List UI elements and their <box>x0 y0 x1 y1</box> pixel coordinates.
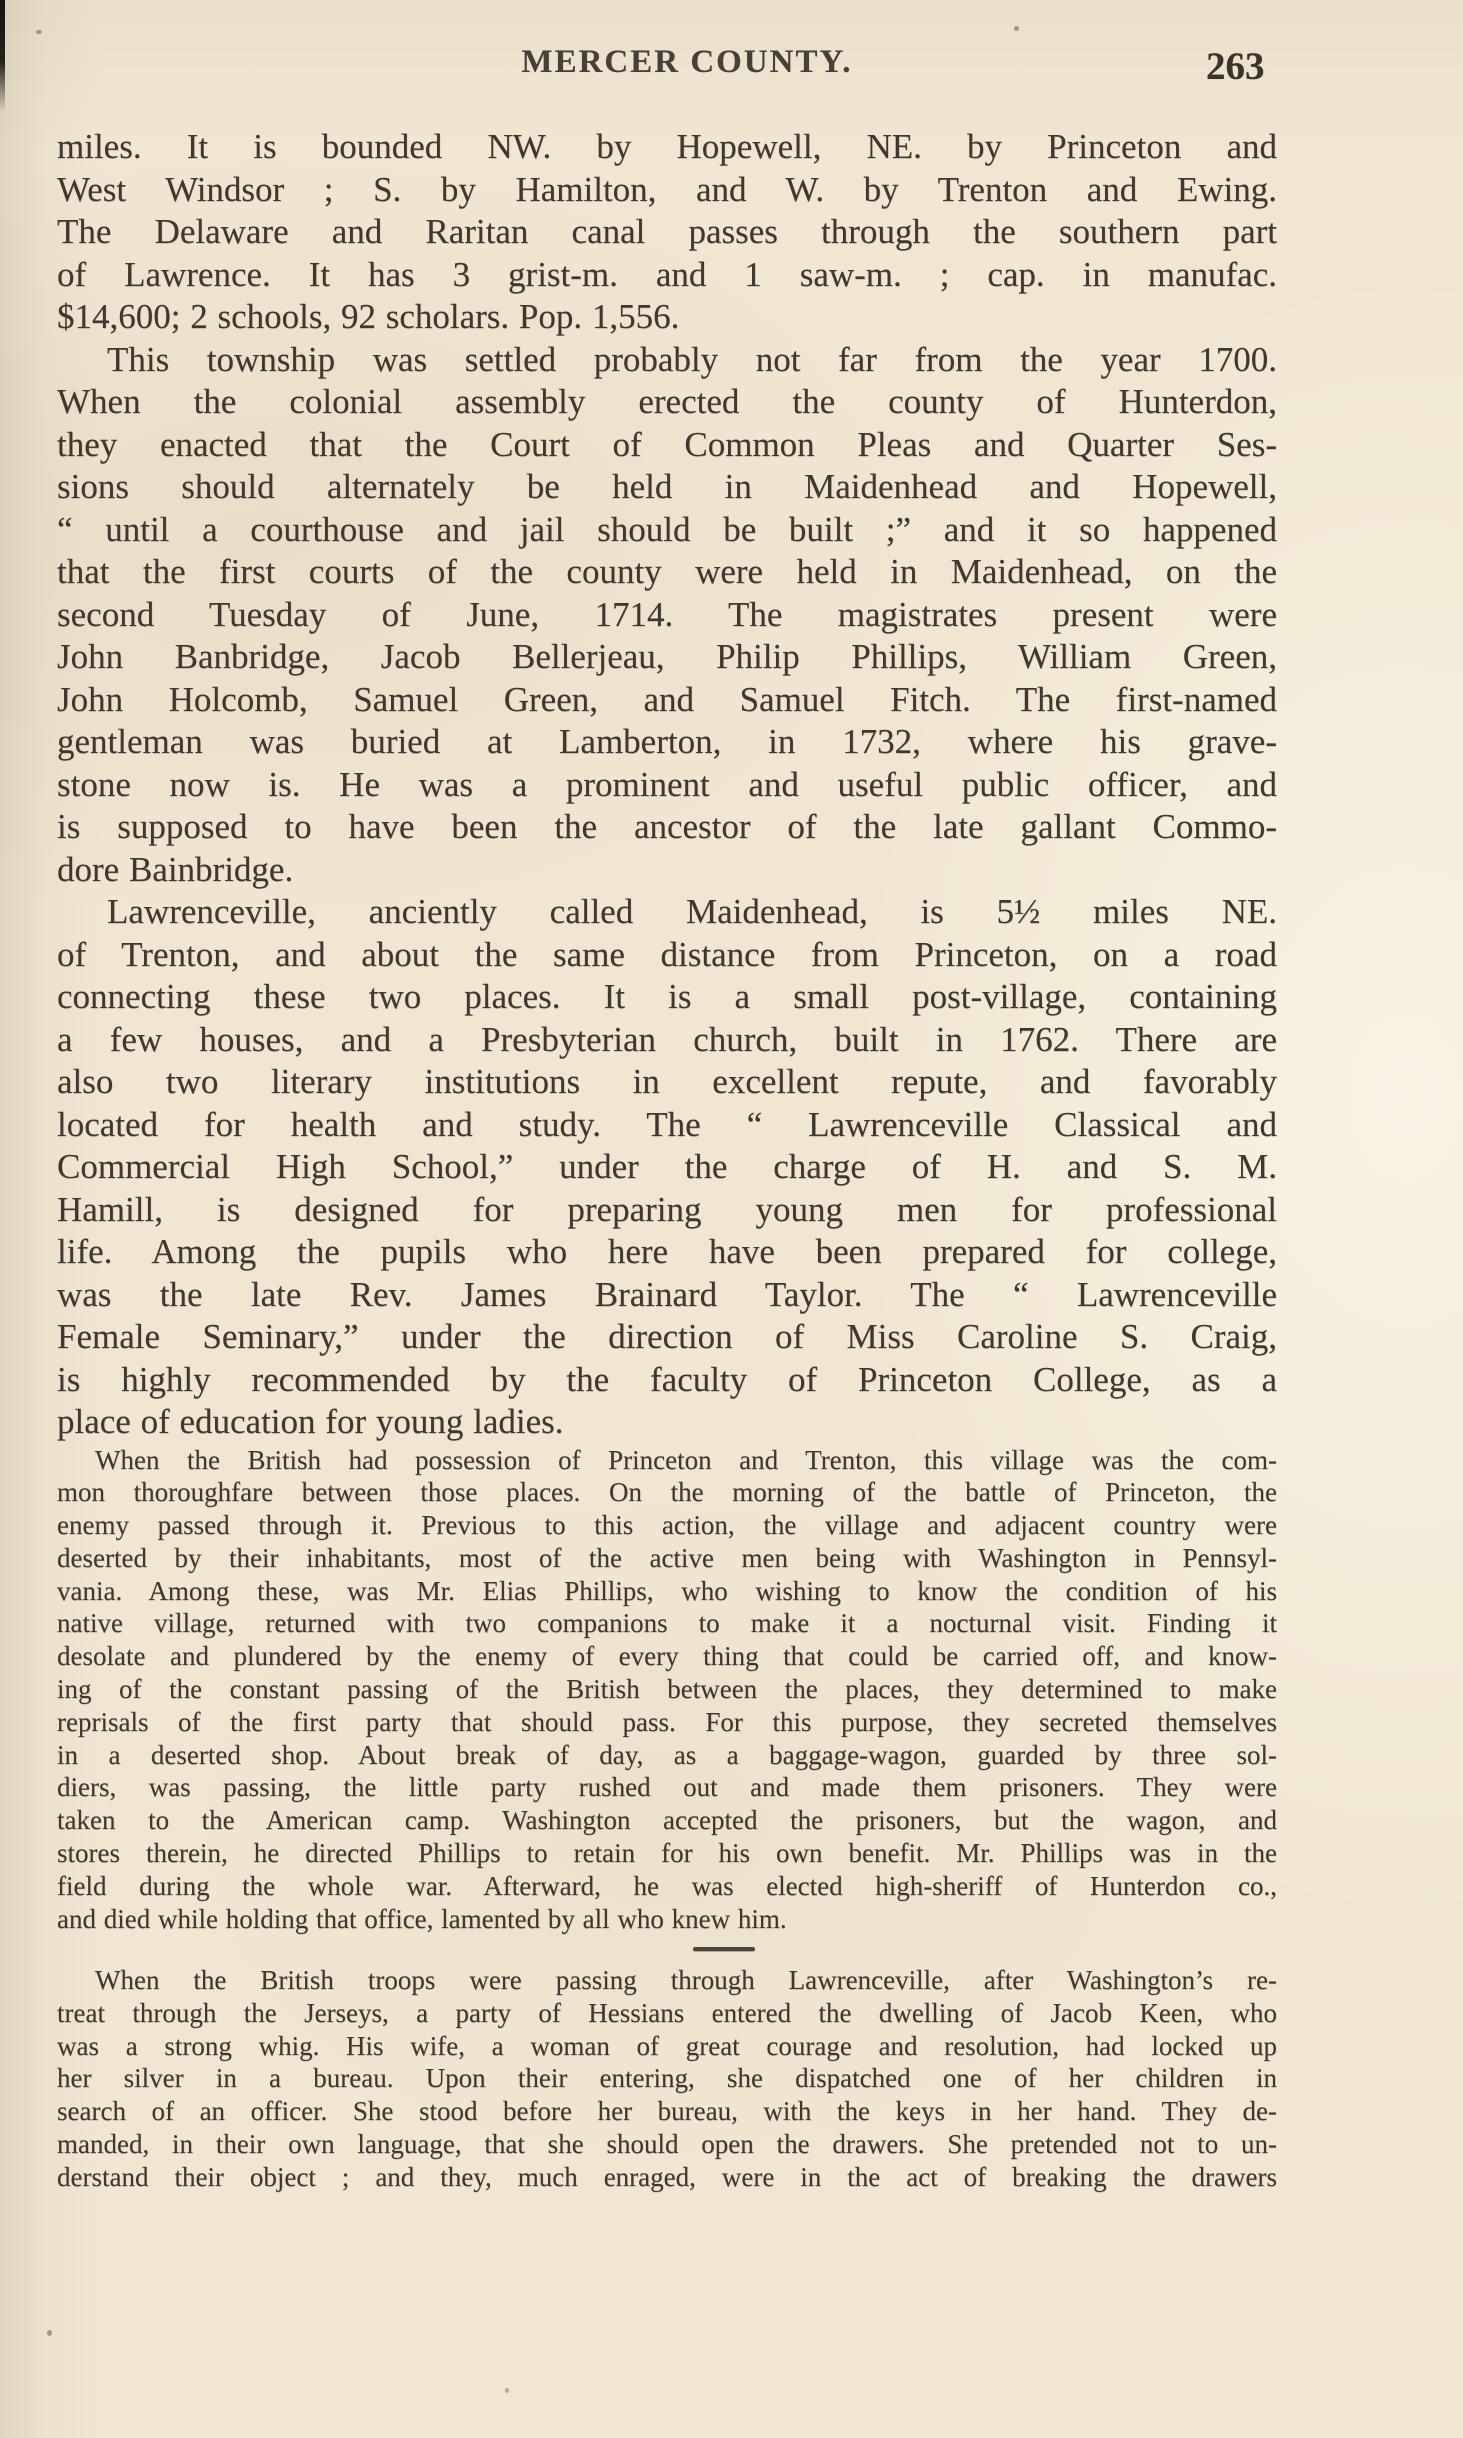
text-line: second Tuesday of June, 1714. The magistrates present were <box>57 594 1277 634</box>
scan-edge-artifact <box>0 0 5 112</box>
text-line: Commercial High School,” under the charge of H. and S. M. <box>57 1147 1277 1186</box>
text-line: When the British troops were passing through Lawrenceville, after Washington’s re- <box>95 1964 1277 1995</box>
text-line: dore Bainbridge. <box>57 849 294 889</box>
text-line: “ until a courthouse and jail should be built ;” and it so happened <box>57 509 1277 549</box>
text-line: mon thoroughfare between those places. On the morning of the battle of Princeton, the <box>57 1477 1277 1508</box>
text-line: sions should alternately be held in Maidenhead and Hopewell, <box>57 467 1277 506</box>
text-line: and died while holding that office, lamented by all who knew him. <box>57 1903 787 1934</box>
text-line: of Trenton, and about the same distance from Princeton, on a road <box>57 934 1277 974</box>
text-line: also two literary institutions in excellent repute, and favorably <box>57 1062 1277 1101</box>
text-line: stone now is. He was a prominent and useful public officer, and <box>57 764 1277 804</box>
text-line: is supposed to have been the ancestor of the late gallant Commo- <box>57 807 1277 846</box>
text-line: located for health and study. The “ Lawrenceville Classical and <box>57 1104 1277 1144</box>
text-line: a few houses, and a Presbyterian church, built in 1762. There are <box>57 1019 1277 1059</box>
scan-speck <box>47 2330 52 2336</box>
text-line: they enacted that the Court of Common Pleas and Quarter Ses- <box>57 424 1277 464</box>
page-number: 263 <box>1206 45 1265 88</box>
text-line: John Holcomb, Samuel Green, and Samuel Fitch. The first-named <box>57 679 1277 719</box>
text-line: ing of the constant passing of the British between the places, they determined to make <box>57 1674 1277 1705</box>
text-line: is highly recommended by the faculty of Princeton College, as a <box>57 1359 1277 1399</box>
page-text <box>57 126 1277 2194</box>
text-line: search of an officer. She stood before her bureau, with the keys in her hand. They de- <box>57 2096 1277 2127</box>
text-line: her silver in a bureau. Upon their entering, she dispatched one of her children in <box>57 2063 1277 2094</box>
text-line: stores therein, he directed Phillips to retain for his own benefit. Mr. Phillips was in the <box>57 1838 1277 1869</box>
text-line: Female Seminary,” under the direction of Miss Caroline S. Craig, <box>57 1317 1277 1356</box>
text-line: desolate and plundered by the enemy of every thing that could be carried off, and know- <box>57 1641 1277 1672</box>
paragraph <box>57 126 1277 339</box>
text-line: treat through the Jerseys, a party of Hessians entered the dwelling of Jacob Keen, who <box>57 1997 1277 2028</box>
text-line: connecting these two places. It is a small post-village, containing <box>57 977 1277 1016</box>
paragraph <box>57 1444 1277 1936</box>
text-line: place of education for young ladies. <box>57 1402 564 1441</box>
text-line: diers, was passing, the little party rushed out and made them prisoners. They were <box>57 1772 1277 1803</box>
text-line: native village, returned with two companions to make it a nocturnal visit. Finding it <box>57 1608 1277 1639</box>
text-line: When the colonial assembly erected the county of Hunterdon, <box>57 382 1277 421</box>
text-line: Lawrenceville, anciently called Maidenhead, is 5½ miles NE. <box>107 892 1277 931</box>
text-line: taken to the American camp. Washington accepted the prisoners, but the wagon, and <box>57 1805 1277 1836</box>
text-line: $14,600; 2 schools, 92 scholars. Pop. 1,556. <box>57 297 680 336</box>
text-line: The Delaware and Raritan canal passes through the southern part <box>57 212 1277 251</box>
text-line: enemy passed through it. Previous to this action, the village and adjacent country were <box>57 1510 1277 1541</box>
paragraph <box>57 339 1277 892</box>
paragraph <box>57 1964 1277 2194</box>
text-line: field during the whole war. Afterward, he was elected high-sheriff of Hunterdon co., <box>57 1870 1277 1901</box>
text-line: This township was settled probably not far from the year 1700. <box>107 339 1277 379</box>
text-line: vania. Among these, was Mr. Elias Phillips, who wishing to know the condition of his <box>57 1575 1277 1606</box>
text-line: West Windsor ; S. by Hamilton, and W. by Trenton and Ewing. <box>57 169 1277 209</box>
text-line: manded, in their own language, that she should open the drawers. She pretended not to un- <box>57 2128 1277 2159</box>
section-divider-rule <box>693 1947 755 1951</box>
running-header: MERCER COUNTY. <box>521 44 853 80</box>
text-line: of Lawrence. It has 3 grist-m. and 1 saw-m. ; cap. in manufac. <box>57 254 1277 294</box>
text-line: was a strong whig. His wife, a woman of great courage and resolution, had locked up <box>57 2030 1277 2061</box>
text-line: Hamill, is designed for preparing young men for professional <box>57 1189 1277 1229</box>
text-line: deserted by their inhabitants, most of the active men being with Washington in Pennsyl- <box>57 1542 1277 1573</box>
text-line: When the British had possession of Princeton and Trenton, this village was the com- <box>95 1444 1277 1475</box>
text-line: John Banbridge, Jacob Bellerjeau, Philip Phillips, William Green, <box>57 637 1277 676</box>
text-line: in a deserted shop. About break of day, as a baggage-wagon, guarded by three sol- <box>57 1739 1277 1770</box>
text-line: miles. It is bounded NW. by Hopewell, NE. by Princeton and <box>57 127 1277 166</box>
text-line: derstand their object ; and they, much enraged, were in the act of breaking the drawers <box>57 2161 1277 2192</box>
text-line: gentleman was buried at Lamberton, in 1732, where his grave- <box>57 722 1277 761</box>
text-line: reprisals of the first party that should pass. For this purpose, they secreted themselves <box>57 1706 1277 1737</box>
paragraph <box>57 891 1277 1444</box>
scan-speck <box>505 2388 509 2393</box>
text-line: that the first courts of the county were held in Maidenhead, on the <box>57 552 1277 591</box>
scan-speck <box>1014 26 1019 31</box>
text-line: was the late Rev. James Brainard Taylor. The “ Lawrenceville <box>57 1274 1277 1314</box>
scan-speck <box>36 30 42 34</box>
text-line: life. Among the pupils who here have been prepared for college, <box>57 1232 1277 1271</box>
